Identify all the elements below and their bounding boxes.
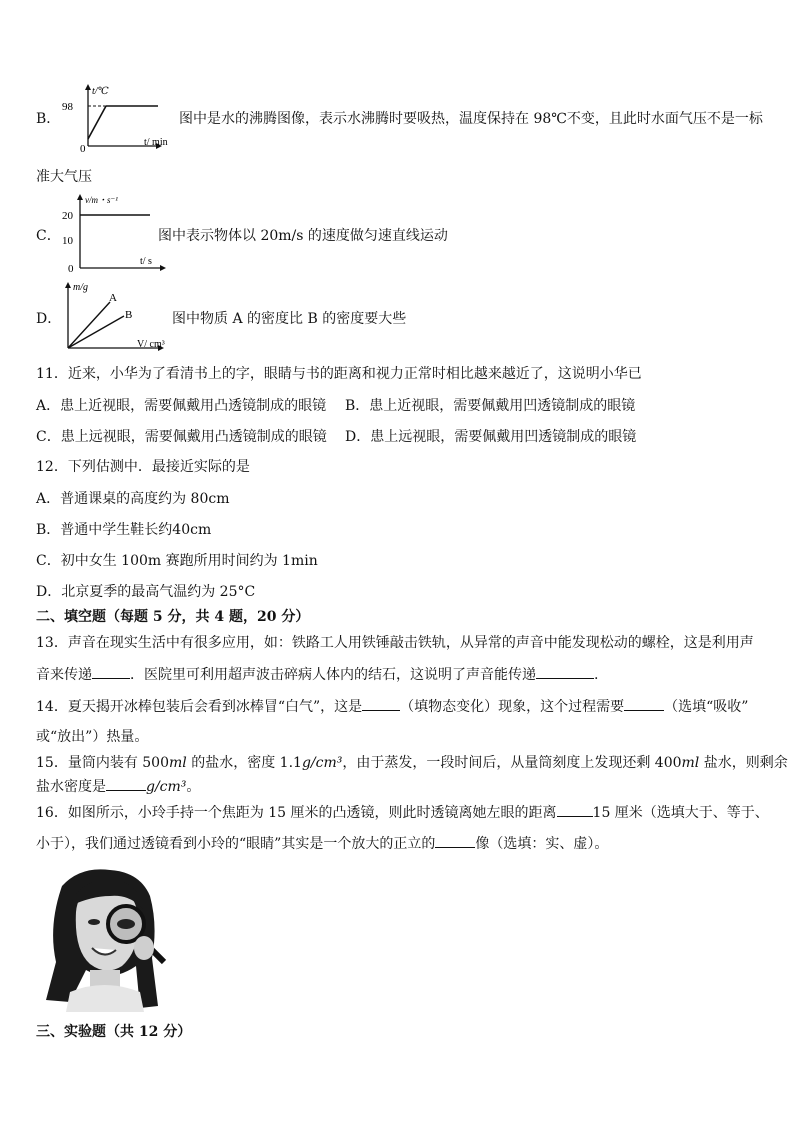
q15-unit-ml-1: ml [169, 755, 187, 771]
q12-option-b: B．普通中学生鞋长约40cm [36, 522, 212, 538]
q11-option-a: A．患上近视眼，需要佩戴用凸透镜制成的眼镜 [36, 398, 327, 414]
density-graph-line-a-label: A [109, 292, 117, 304]
boiling-graph-origin: 0 [80, 143, 86, 154]
q15-unit-density-1: g/cm³ [301, 755, 343, 771]
q13-text-c: . [594, 667, 599, 683]
option-c-text: 图中表示物体以 20m/s 的速度做匀速直线运动 [158, 228, 448, 244]
q16-blank-1[interactable] [557, 802, 593, 817]
section-2-heading: 二、填空题（每题 5 分，共 4 题，20 分） [36, 609, 310, 625]
girl-with-magnifier-photo [40, 866, 172, 1012]
q14-line1 [36, 696, 748, 717]
q12-option-d: D．北京夏季的最高气温约为 25°C [36, 584, 256, 600]
q13-text-a: 音来传递 [36, 667, 92, 683]
q16-blank-2[interactable] [435, 833, 475, 848]
q11-option-d: D．患上远视眼，需要佩戴用凹透镜制成的眼镜 [345, 429, 637, 445]
option-b-letter: B． [36, 111, 61, 127]
q13-line1: 13．声音在现实生活中有很多应用，如：铁路工人用铁锤敲击铁轨，从异常的声音中能发现松动的螺栓，这是利用声 [36, 635, 754, 651]
q16-text-c: 小于），我们通过透镜看到小玲的“眼睛”其实是一个放大的正立的 [36, 836, 436, 852]
q15-line2 [36, 776, 200, 797]
option-d-letter: D． [36, 311, 62, 327]
q14-text-b: （填物态变化）现象，这个过程需要 [400, 699, 625, 715]
density-graph-ylabel: m/g [73, 282, 88, 293]
q15-text-e: 盐水密度是 [36, 779, 106, 795]
q16-line2 [36, 833, 608, 854]
q16-text-d: 像（选填：实、虚）。 [475, 836, 609, 852]
q15-unit-ml-2: ml [681, 755, 700, 771]
q15-unit-density-2: g/cm³ [146, 779, 187, 795]
q14-blank-1[interactable] [362, 696, 400, 711]
option-d-text: 图中物质 A 的密度比 B 的密度要大些 [172, 311, 407, 327]
boiling-graph-ylabel: t/℃ [92, 86, 109, 97]
velocity-graph-ylabel: v/m・s⁻¹ [85, 195, 118, 205]
q13-line2 [36, 664, 598, 685]
q12-stem: 12．下列估测中．最接近实际的是 [36, 459, 250, 475]
q15-text-d: 盐水，则剩余 [699, 755, 788, 771]
q14-line2: 或“放出”）热量。 [36, 729, 149, 745]
q16-text-b: 15 厘米（选填大于、等于、 [592, 805, 769, 821]
q12-option-a: A．普通课桌的高度约为 80cm [36, 491, 230, 507]
q14-blank-2[interactable] [624, 696, 664, 711]
q16-line1 [36, 802, 769, 823]
q11-stem: 11．近来，小华为了看清书上的字，眼睛与书的距离和视力正常时相比越来越近了，这说明小华已 [36, 366, 642, 382]
q15-line1 [36, 753, 788, 773]
q11-option-c: C．患上远视眼，需要佩戴用凸透镜制成的眼镜 [36, 429, 327, 445]
density-graph-line-b-label: B [125, 309, 133, 321]
q15-text-c: ，由于蒸发，一段时间后，从量筒刻度上发现还剩 400 [342, 755, 682, 771]
q11-option-b: B．患上近视眼，需要佩戴用凹透镜制成的眼镜 [345, 398, 636, 414]
option-c-letter: C． [36, 228, 61, 244]
q13-blank-2[interactable] [536, 664, 594, 679]
section-3-heading: 三、实验题（共 12 分） [36, 1024, 192, 1040]
q16-text-a: 16．如图所示，小玲手持一个焦距为 15 厘米的凸透镜，则此时透镜离她左眼的距离 [36, 805, 557, 821]
q15-text-a: 15．量筒内装有 500 [36, 755, 169, 771]
boiling-graph [58, 84, 178, 154]
q14-text-c: （选填“吸收” [664, 699, 749, 715]
q15-text-f: 。 [186, 779, 201, 795]
q15-text-b: 的盐水，密度 1.1 [186, 755, 302, 771]
velocity-graph-ytick-20: 20 [62, 210, 73, 222]
q14-text-a: 14．夏天揭开冰棒包装后会看到冰棒冒“白气”，这是 [36, 699, 363, 715]
velocity-graph-xlabel: t/ s [140, 256, 152, 267]
q12-option-c: C．初中女生 100m 赛跑所用时间约为 1min [36, 553, 318, 569]
velocity-graph-origin: 0 [68, 263, 74, 274]
boiling-graph-xlabel: t/ min [144, 137, 168, 148]
option-b-text: 图中是水的沸腾图像，表示水沸腾时要吸热，温度保持在 98℃不变，且此时水面气压不是一标 [179, 111, 763, 127]
density-graph-xlabel: V/ cm³ [137, 339, 165, 350]
q13-blank-1[interactable] [92, 664, 130, 679]
q15-blank[interactable] [106, 776, 146, 791]
boiling-graph-ytick: 98 [62, 101, 73, 113]
density-graph [58, 280, 178, 354]
q13-text-b: ．医院里可利用超声波击碎病人体内的结石，这说明了声音能传递 [130, 667, 536, 683]
velocity-graph-ytick-10: 10 [62, 235, 73, 247]
option-b-text-cont: 准大气压 [36, 169, 92, 185]
